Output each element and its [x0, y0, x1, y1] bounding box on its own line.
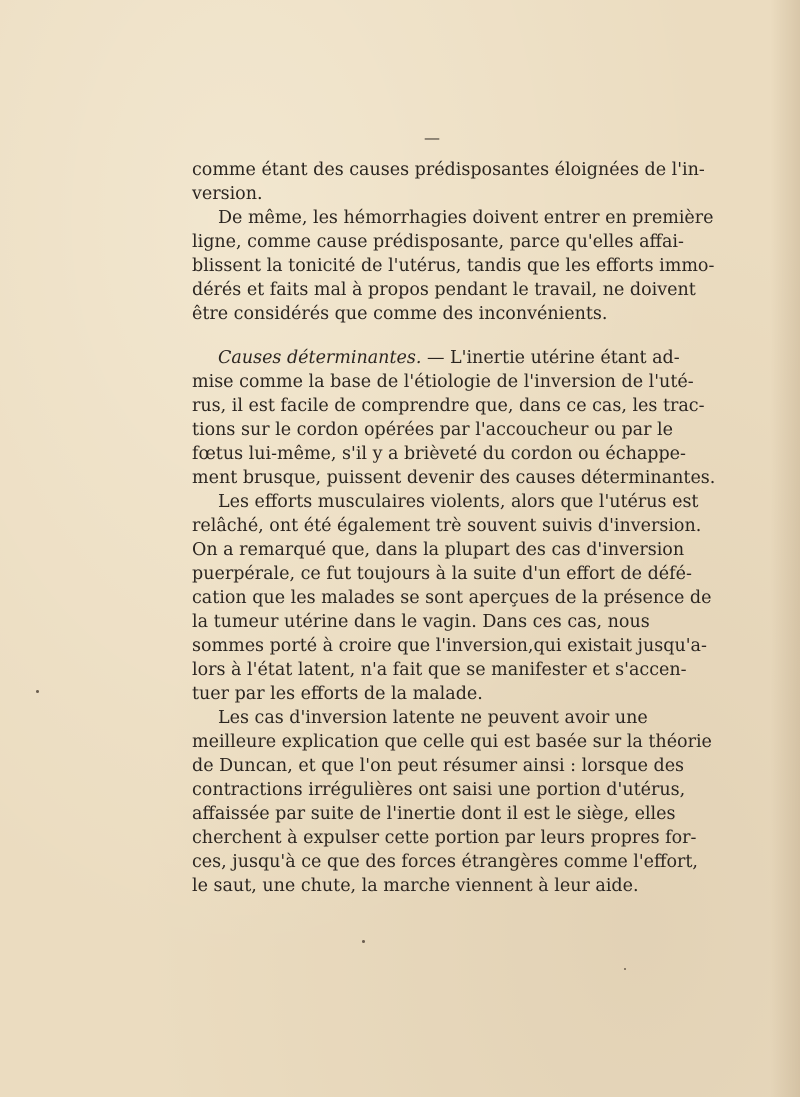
text-line: puerpérale, ce fut toujours à la suite d'un effort de défé- — [192, 564, 692, 584]
text-line: meilleure explication que celle qui est basée sur la théorie — [192, 732, 712, 752]
text-line: mise comme la base de l'étiologie de l'inversion de l'uté- — [192, 372, 694, 392]
heading-continuation: — L'inertie utérine étant ad- — [421, 348, 680, 368]
text-line: la tumeur utérine dans le vagin. Dans ces cas, nous — [192, 612, 650, 632]
section-gap — [192, 326, 642, 346]
text-line: Les cas d'inversion latente ne peuvent avoir une — [218, 708, 648, 728]
text-line: ces, jusqu'à ce que des forces étrangères comme l'effort, — [192, 852, 698, 872]
body-text — [192, 158, 716, 898]
paper-speck — [362, 940, 365, 943]
text-line: relâché, ont été également trè souvent suivis d'inversion. — [192, 516, 702, 536]
text-line: le saut, une chute, la marche viennent à leur aide. — [192, 876, 639, 896]
paper-speck — [36, 690, 39, 693]
text-line: tuer par les efforts de la malade. — [192, 684, 483, 704]
text-line: cherchent à expulser cette portion par leurs propres for- — [192, 828, 697, 848]
text-line: tions sur le cordon opérées par l'accoucheur ou par le — [192, 420, 673, 440]
text-line: rus, il est facile de comprendre que, dans ce cas, les trac- — [192, 396, 705, 416]
text-line: affaissée par suite de l'inertie dont il est le siège, elles — [192, 804, 676, 824]
text-line: être considérés que comme des inconvénients. — [192, 304, 608, 324]
text-line: cation que les malades se sont aperçues de la présence de — [192, 588, 712, 608]
section-heading: Causes déterminantes. — [218, 348, 422, 368]
text-line: de Duncan, et que l'on peut résumer ainsi : lorsque des — [192, 756, 685, 776]
text-line: dérés et faits mal à propos pendant le travail, ne doivent — [192, 280, 696, 300]
text-line: contractions irrégulières ont saisi une portion d'utérus, — [192, 780, 686, 800]
text-line — [192, 346, 680, 370]
text-line: lors à l'état latent, n'a fait que se manifester et s'accen- — [192, 660, 687, 680]
text-line: version. — [192, 184, 263, 204]
text-line: comme étant des causes prédisposantes éloignées de l'in- — [192, 160, 705, 180]
page-edge-shadow — [770, 0, 800, 1097]
page-marker: — — [424, 128, 440, 147]
text-line: ment brusque, puissent devenir des causes déterminantes. — [192, 468, 716, 488]
text-line: fœtus lui-même, s'il y a brièveté du cordon ou échappe- — [192, 444, 686, 464]
text-line: Les efforts musculaires violents, alors que l'utérus est — [218, 492, 699, 512]
text-line: sommes porté à croire que l'inversion,qui existait jusqu'a- — [192, 636, 707, 656]
text-line: ligne, comme cause prédisposante, parce qu'elles affai- — [192, 232, 684, 252]
text-line: De même, les hémorrhagies doivent entrer en première — [218, 208, 714, 228]
paper-speck — [624, 968, 626, 970]
text-line: On a remarqué que, dans la plupart des cas d'inversion — [192, 540, 685, 560]
text-line: blissent la tonicité de l'utérus, tandis que les efforts immo- — [192, 256, 715, 276]
